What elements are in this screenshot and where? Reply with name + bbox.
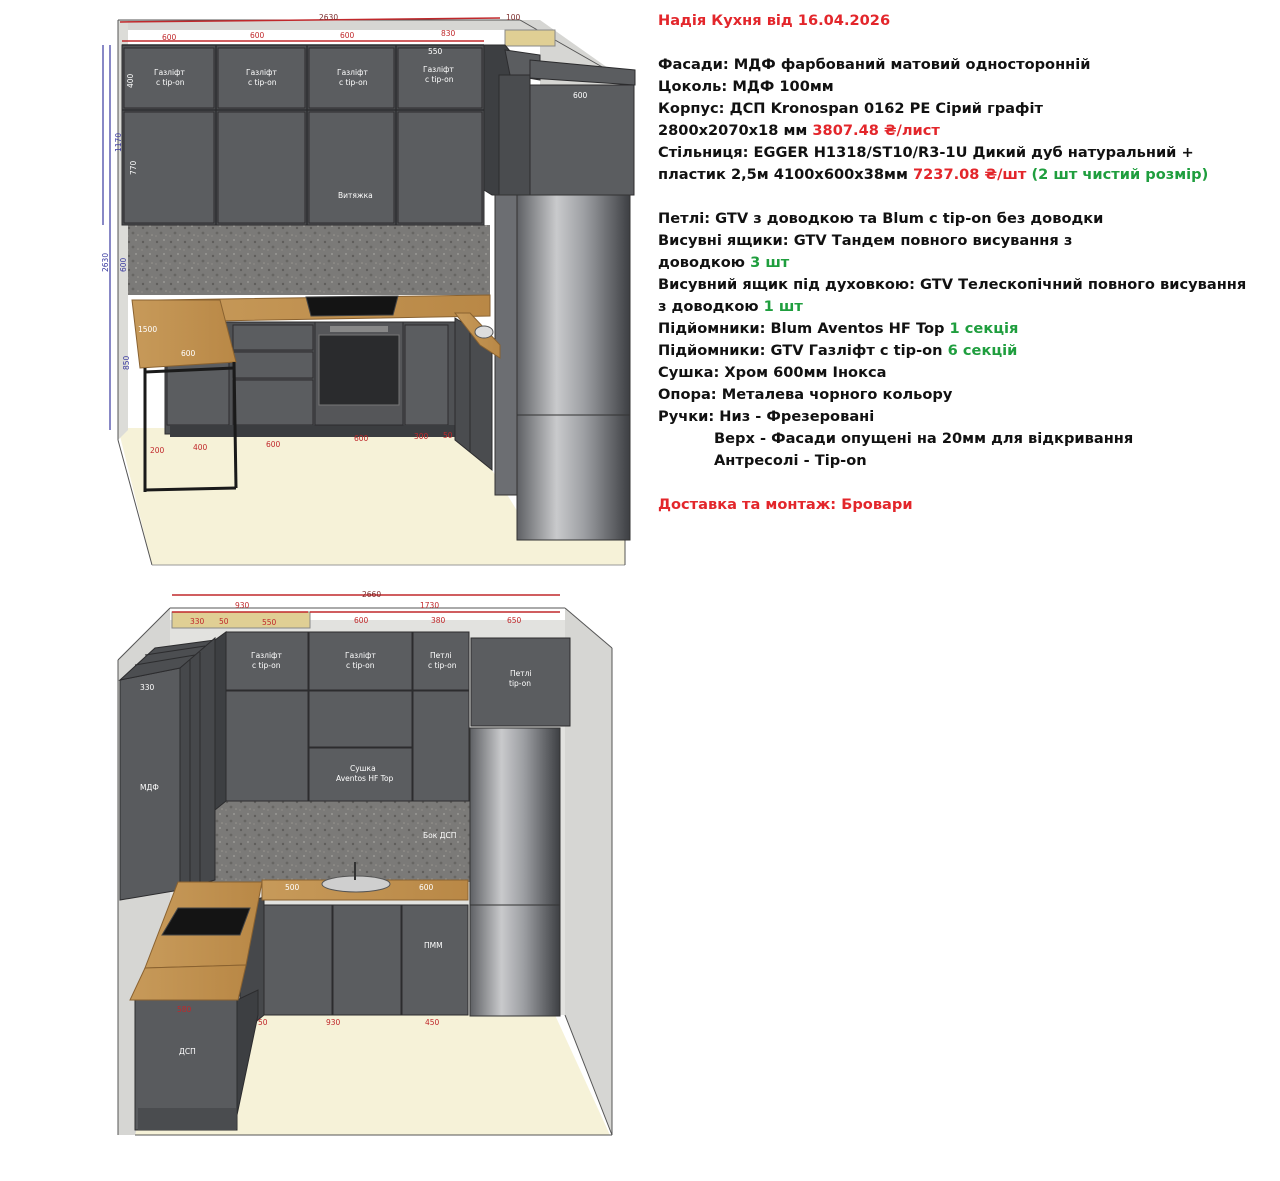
v2-lbl-9: Сушка xyxy=(350,764,376,773)
v1-lbl-4: с tip-on xyxy=(248,78,277,87)
spec-worktop-2 xyxy=(658,164,1258,186)
v2-lbl-3: Газліфт xyxy=(345,651,376,660)
v2-lbl-7: Петлі xyxy=(510,669,532,678)
spec-body-size-text: 2800х2070х18 мм xyxy=(658,122,808,139)
spec-drawers-text: доводкою xyxy=(658,254,745,271)
spec-body-size xyxy=(658,120,1258,142)
v2-dim-600r: 600 xyxy=(419,883,434,892)
v2-dim-1730: 1730 xyxy=(420,601,440,610)
view2-backsplash xyxy=(200,800,470,882)
v1-dim-b600b: 600 xyxy=(354,434,369,443)
v1-dim-b50: 50 xyxy=(443,431,453,440)
v1-dim-in-1500: 1500 xyxy=(138,325,158,334)
v2-dim-2660: 2660 xyxy=(362,590,382,599)
spec-sheet xyxy=(658,10,1258,516)
v2-lbl-1: Газліфт xyxy=(251,651,282,660)
spec-lift-gtv xyxy=(658,340,1258,362)
v1-dim-600b: 600 xyxy=(250,31,265,40)
v2-dim-50: 50 xyxy=(219,617,229,626)
v2-lbl-4: с tip-on xyxy=(346,661,375,670)
view1-backsplash xyxy=(128,225,490,295)
spec-lift-blum xyxy=(658,318,1258,340)
v1-dim-in-550: 550 xyxy=(428,47,443,56)
spec-body-price: 3807.48 ₴/лист xyxy=(812,122,940,139)
spec-worktop-qty: (2 шт чистий розмір) xyxy=(1031,166,1209,183)
spec-oven-drawer-qty: 1 шт xyxy=(763,298,803,315)
spec-lift-gtv-qty: 6 секцій xyxy=(947,342,1018,359)
view2-hob xyxy=(162,908,250,935)
v2-dim-b50: 50 xyxy=(258,1018,268,1027)
v2-lbl-8: tip-on xyxy=(509,679,531,688)
spec-lift-blum-qty: 1 секція xyxy=(949,320,1019,337)
v1-dim-600a: 600 xyxy=(162,33,177,42)
spec-body: Корпус: ДСП Kronospan 0162 PE Сірий графіт xyxy=(658,100,1043,117)
v1-lbl-8: с tip-on xyxy=(425,75,454,84)
spec-support: Опора: Металева чорного кольору xyxy=(658,386,953,403)
v1-dim-b600a: 600 xyxy=(266,440,281,449)
v1-dim-in-600: 600 xyxy=(573,91,588,100)
v2-dim-500: 500 xyxy=(285,883,300,892)
v2-dim-650: 650 xyxy=(507,616,522,625)
spec-lift-blum-text: Підйомники: Blum Aventos HF Top xyxy=(658,320,945,337)
v1-lbl-7: Газліфт xyxy=(423,65,454,74)
v2-dim-330: 330 xyxy=(190,617,205,626)
spec-oven-drawer-text: з доводкою xyxy=(658,298,759,315)
v1-lbl-3: Газліфт xyxy=(246,68,277,77)
v1-lbl-5: Газліфт xyxy=(337,68,368,77)
view2-fridge xyxy=(470,728,560,1016)
v1-dim-in-600b: 600 xyxy=(181,349,196,358)
spec-oven-drawer-2 xyxy=(658,296,1258,318)
v1-dim-830: 830 xyxy=(441,29,456,38)
v2-dim-b450: 450 xyxy=(425,1018,440,1027)
v1-dim-b200: 200 xyxy=(150,446,165,455)
spec-oven-drawer: Висувний ящик під духовкою: GTV Телескопічний повного висування xyxy=(658,276,1247,293)
v1-dim-b300: 300 xyxy=(414,432,429,441)
view1-fridge xyxy=(517,195,630,540)
v2-lbl-12: Бок ДСП xyxy=(423,831,457,840)
spec-worktop: Стільниця: EGGER H1318/ST10/R3-1U Дикий дуб натуральний + xyxy=(658,144,1194,161)
v2-dim-b930: 930 xyxy=(326,1018,341,1027)
view1-hob xyxy=(306,296,398,316)
v2-lbl-5: Петлі xyxy=(430,651,452,660)
v1-dim-2630: 2630 xyxy=(319,13,339,22)
v1-dim-850v: 850 xyxy=(122,355,131,370)
v2-lbl-13: ПММ xyxy=(424,941,443,950)
v1-lbl-1: Газліфт xyxy=(154,68,185,77)
v2-lbl-10: Aventos HF Top xyxy=(336,774,394,783)
spec-worktop-price: 7237.08 ₴/шт xyxy=(912,166,1027,183)
v2-lbl-11: МДФ xyxy=(140,783,159,792)
v2-lbl-2: с tip-on xyxy=(252,661,281,670)
v2-lbl-6: с tip-on xyxy=(428,661,457,670)
spec-dryer: Сушка: Хром 600мм Інокса xyxy=(658,364,887,381)
v1-dim-600v: 600 xyxy=(119,257,128,272)
v1-dim-in-770: 770 xyxy=(129,160,138,175)
spec-handles: Ручки: Низ - Фрезеровані xyxy=(658,408,875,425)
v1-dim-b400: 400 xyxy=(193,443,208,452)
v1-dim-600c: 600 xyxy=(340,31,355,40)
v1-dim-100: 100 xyxy=(506,13,521,22)
v2-lbl-14: ДСП xyxy=(179,1047,196,1056)
v1-dim-1170: 1170 xyxy=(114,132,123,152)
spec-facades: Фасади: МДФ фарбований матовий односторонній xyxy=(658,56,1091,73)
v2-dim-580: 580 xyxy=(177,1005,192,1014)
v1-lbl-hood: Витяжка xyxy=(338,191,373,200)
view1-drawing xyxy=(101,13,635,565)
spec-lift-gtv-text: Підйомники: GTV Газліфт с tip-on xyxy=(658,342,943,359)
v2-dim-600: 600 xyxy=(354,616,369,625)
spec-drawers-qty: 3 шт xyxy=(750,254,790,271)
v2-dim-550: 550 xyxy=(262,618,277,627)
v1-dim-2630v: 2630 xyxy=(101,252,110,272)
spec-title: Надія Кухня від 16.04.2026 xyxy=(658,12,891,29)
spec-plinth: Цоколь: МДФ 100мм xyxy=(658,78,834,95)
spec-worktop-size: пластик 2,5м 4100х600х38мм xyxy=(658,166,908,183)
view2-drawing xyxy=(118,590,612,1135)
spec-drawers-2 xyxy=(658,252,1258,274)
v2-dim-330l: 330 xyxy=(140,683,155,692)
v1-lbl-2: с tip-on xyxy=(156,78,185,87)
v1-dim-in-400: 400 xyxy=(126,73,135,88)
spec-handles-top: Верх - Фасади опущені на 20мм для відкривання xyxy=(714,430,1134,447)
spec-drawers: Висувні ящики: GTV Тандем повного висування з xyxy=(658,232,1073,249)
spec-hinges: Петлі: GTV з доводкою та Blum с tip-on без доводки xyxy=(658,210,1104,227)
spec-delivery: Доставка та монтаж: Бровари xyxy=(658,496,913,513)
spec-handles-mezz: Антресолі - Tip-on xyxy=(714,452,867,469)
v2-dim-930: 930 xyxy=(235,601,250,610)
v1-lbl-6: с tip-on xyxy=(339,78,368,87)
v2-dim-380: 380 xyxy=(431,616,446,625)
